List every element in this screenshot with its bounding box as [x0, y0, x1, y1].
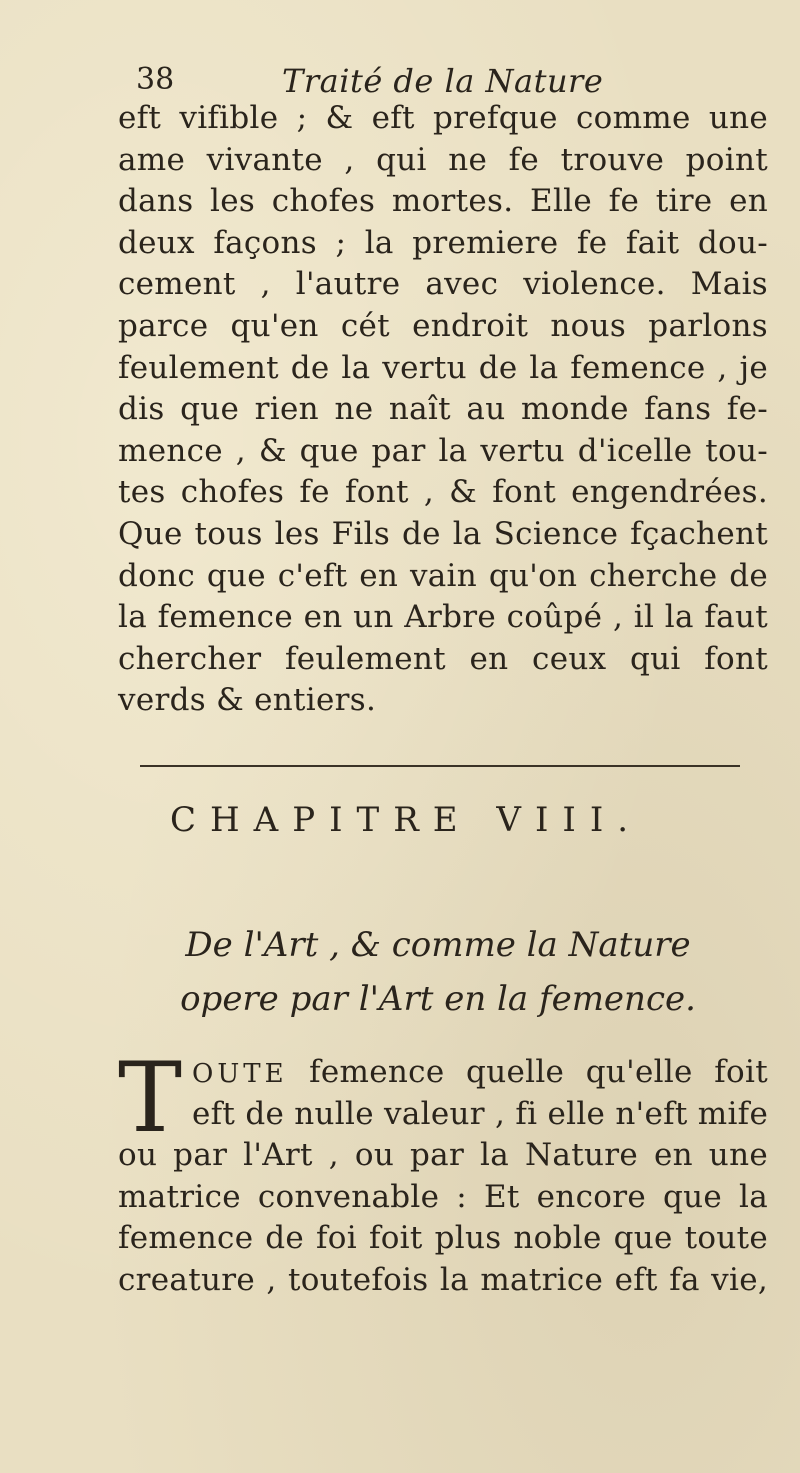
page-header [132, 62, 672, 102]
chapter-heading: CHAPITRE VIII. [170, 800, 643, 840]
text-line: cement , l'autre avec violence. Mais [118, 266, 768, 303]
text-line: feulement de la vertu de la femence , je [118, 349, 768, 386]
chapter-title-line: De l'Art , & comme la Nature [185, 925, 691, 965]
page-number: 38 [136, 62, 175, 97]
text-line: la femence en un Arbre coûpé , il la faut [118, 599, 768, 636]
text-line: verds & entiers. [118, 682, 377, 719]
text-line: eft vifible ; & eft prefque comme une [118, 100, 768, 136]
paragraph-1 [118, 98, 768, 722]
text-line: Que tous les Fils de la Science fçachent [118, 515, 768, 552]
text-line: mence , & que par la vertu d'icelle tou- [118, 432, 768, 469]
text-line: parce qu'en cét endroit nous parlons [118, 307, 768, 344]
text-line: dis que rien ne naît au monde fans fe- [118, 391, 768, 428]
text-line: donc que c'eft en vain qu'on cherche de [118, 557, 768, 594]
first-line-rest: femence quelle qu'elle foit [287, 1054, 768, 1090]
text-line: deux façons ; la premiere fe fait dou- [118, 224, 768, 261]
chapter-title [118, 918, 758, 1026]
section-divider [140, 765, 740, 767]
running-title: Traité de la Nature [282, 62, 604, 100]
chapter-title-line: opere par l'Art en la femence. [180, 979, 696, 1019]
text-line-first [118, 1052, 768, 1094]
text-line: matrice convenable : Et encore que la [118, 1178, 768, 1215]
text-line: ou par l'Art , ou par la Nature en une [118, 1137, 768, 1174]
drop-cap: T [118, 1042, 183, 1154]
text-line: femence de foi foit plus noble que toute [118, 1220, 768, 1257]
text-line: dans les chofes mortes. Elle fe tire en [118, 183, 768, 220]
text-line: ame vivante , qui ne fe trouve point [118, 141, 768, 178]
text-line: creature , toutefois la matrice eft fa vie, [118, 1261, 768, 1298]
text-line: eft de nulle valeur , fi elle n'eft mife [192, 1095, 769, 1132]
lead-word: OUTE [192, 1059, 288, 1089]
text-line: chercher feulement en ceux qui font [118, 640, 768, 677]
text-line: tes chofes fe font , & font engendrées. [118, 474, 768, 511]
paragraph-2 [118, 1042, 769, 1302]
